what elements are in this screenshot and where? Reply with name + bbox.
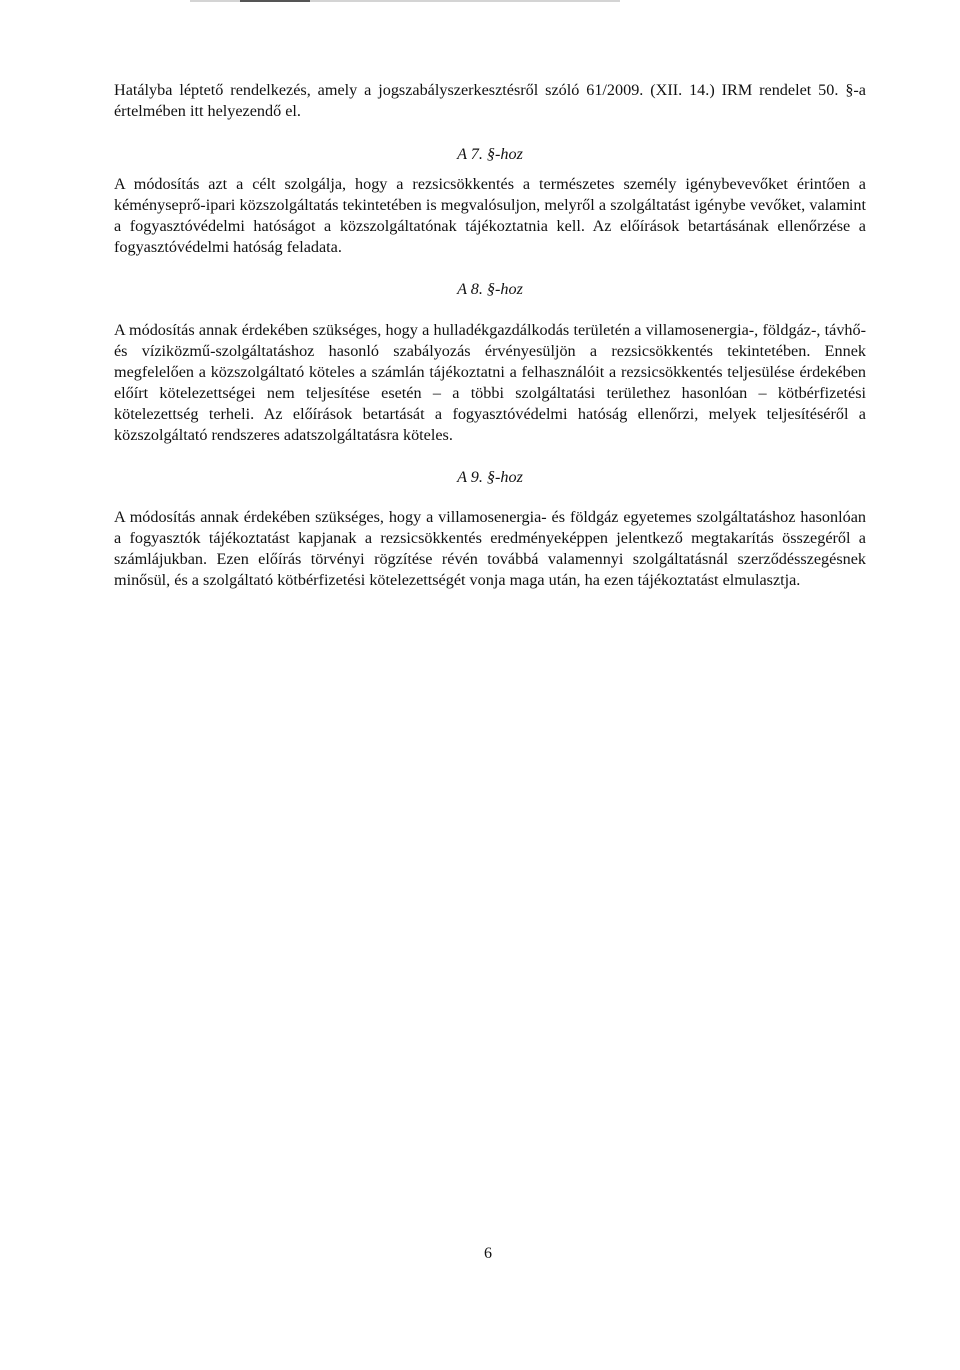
top-scan-rule-dark bbox=[240, 0, 310, 2]
section-heading-8: A 8. §-hoz bbox=[457, 280, 523, 298]
section-text-8: A módosítás annak érdekében szükséges, hogy a hulladékgazdálkodás területén a villamosenergia-, földgáz-, távhő- és víziközmű-szolgáltatáshoz hasonló szabályozás érvényesüljön a rezsicsökkentés tekintetében. Ennek megfelelően a közszolgáltató köteles a számlán tájékoztatni a felhasználóit a rezsicsökkentés teljesülése érdekében előírt kötelezettségei nem teljesítése esetén – a többi szolgáltatási területhez hasonlóan – kötbérfizetési kötelezettség terheli. Az előírások betartását a fogyasztóvédelmi hatóság ellenőrzi, melyek teljesítéséről a közszolgáltató rendszeres adatszolgáltatásra köteles. bbox=[114, 321, 866, 444]
section-text-9: A módosítás annak érdekében szükséges, hogy a villamosenergia- és földgáz egyetemes szolgáltatáshoz hasonlóan a fogyasztók tájékoztatást kapjanak a rezsicsökkentés eredményeképpen jelentkező megtakarítás összegéről a számlájukban. Ezen előírás törvényi rögzítése révén továbbá valamennyi szolgáltatásnál szerződésszegésnek minősül, és a szolgáltató kötbérfizetési kötelezettségét vonja maga után, ha ezen tájékoztatást elmulasztja. bbox=[114, 508, 866, 589]
section-heading-7: A 7. §-hoz bbox=[457, 145, 523, 163]
section-text-7: A módosítás azt a célt szolgálja, hogy a rezsicsökkentés a természetes személy igénybevevőket érintően a kéményseprő-ipari közszolgáltatás tekintetében is megvalósuljon, melyről a szolgáltatást igénybe vevőket, valamint a fogyasztóvédelmi hatóságot a közszolgáltatónak tájékoztatnia kell. Az előírások betartásának ellenőrzése a fogyasztóvédelmi hatóság feladata. bbox=[114, 175, 866, 256]
intro-paragraph: Hatályba léptető rendelkezés, amely a jogszabályszerkesztésről szóló 61/2009. (XII. 14.) IRM rendelet 50. §-a értelmében itt helyezendő el. bbox=[114, 81, 866, 120]
section-heading-9: A 9. §-hoz bbox=[457, 468, 523, 486]
document-page bbox=[114, 80, 866, 591]
page-number: 6 bbox=[484, 1245, 492, 1262]
